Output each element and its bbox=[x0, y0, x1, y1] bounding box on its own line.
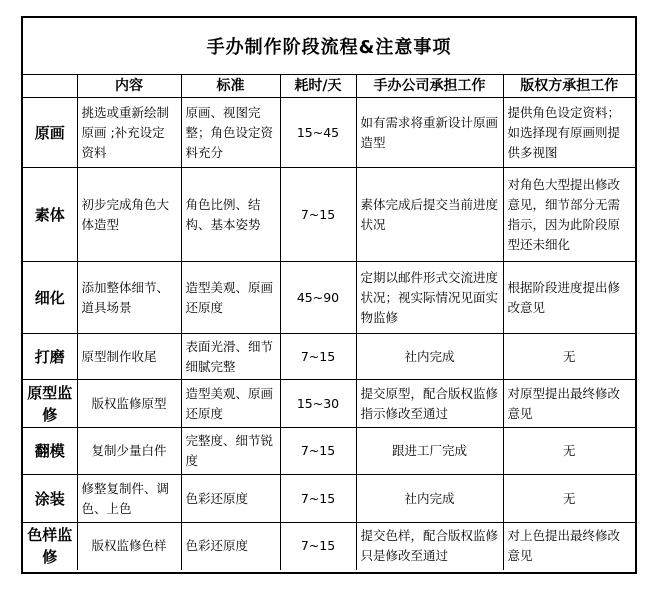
stage-cell: 涂装 bbox=[23, 475, 77, 523]
header-days: 耗时/天 bbox=[280, 75, 356, 98]
content-cell: 原型制作收尾 bbox=[77, 334, 181, 380]
header-row bbox=[23, 75, 635, 98]
days-cell: 15~45 bbox=[280, 98, 356, 168]
stage-cell: 细化 bbox=[23, 262, 77, 334]
company-cell: 定期以邮件形式交流进度状况；视实际情况见面实物监修 bbox=[356, 262, 503, 334]
days-cell: 7~15 bbox=[280, 428, 356, 475]
header-stage bbox=[23, 75, 77, 98]
header-company-work: 手办公司承担工作 bbox=[356, 75, 503, 98]
content-cell: 复制少量白件 bbox=[77, 428, 181, 475]
company-cell: 提交原型，配合版权监修指示修改至通过 bbox=[356, 380, 503, 428]
licensor-cell: 无 bbox=[503, 428, 635, 475]
days-cell: 15~30 bbox=[280, 380, 356, 428]
company-cell: 素体完成后提交当前进度状况 bbox=[356, 168, 503, 262]
document-frame bbox=[21, 16, 637, 574]
content-cell: 修整复制件、调色、上色 bbox=[77, 475, 181, 523]
table-row bbox=[23, 168, 635, 262]
stage-cell: 翻模 bbox=[23, 428, 77, 475]
table-row bbox=[23, 475, 635, 523]
days-cell: 7~15 bbox=[280, 523, 356, 570]
document-title: 手办制作阶段流程&注意事项 bbox=[23, 18, 635, 75]
standard-cell: 色彩还原度 bbox=[181, 523, 280, 570]
stage-cell: 原型监修 bbox=[23, 380, 77, 428]
content-cell: 版权监修原型 bbox=[77, 380, 181, 428]
standard-cell: 表面光滑、细节细腻完整 bbox=[181, 334, 280, 380]
table-row bbox=[23, 334, 635, 380]
company-cell: 社内完成 bbox=[356, 475, 503, 523]
content-cell: 初步完成角色大体造型 bbox=[77, 168, 181, 262]
content-cell: 挑选或重新绘制原画 ;补充设定资料 bbox=[77, 98, 181, 168]
table-row bbox=[23, 98, 635, 168]
standard-cell: 造型美观、原画还原度 bbox=[181, 380, 280, 428]
content-cell: 添加整体细节、道具场景 bbox=[77, 262, 181, 334]
table-row bbox=[23, 262, 635, 334]
company-cell: 跟进工厂完成 bbox=[356, 428, 503, 475]
stage-cell: 打磨 bbox=[23, 334, 77, 380]
days-cell: 7~15 bbox=[280, 168, 356, 262]
table-row bbox=[23, 380, 635, 428]
licensor-cell: 对角色大型提出修改意见，细节部分无需指示，因为此阶段原型还未细化 bbox=[503, 168, 635, 262]
standard-cell: 原画、视图完整；角色设定资料充分 bbox=[181, 98, 280, 168]
process-table bbox=[23, 75, 635, 570]
days-cell: 45~90 bbox=[280, 262, 356, 334]
stage-cell: 素体 bbox=[23, 168, 77, 262]
company-cell: 如有需求将重新设计原画造型 bbox=[356, 98, 503, 168]
licensor-cell: 无 bbox=[503, 334, 635, 380]
content-cell: 版权监修色样 bbox=[77, 523, 181, 570]
stage-cell: 原画 bbox=[23, 98, 77, 168]
standard-cell: 完整度、细节锐度 bbox=[181, 428, 280, 475]
days-cell: 7~15 bbox=[280, 334, 356, 380]
licensor-cell: 对上色提出最终修改意见 bbox=[503, 523, 635, 570]
licensor-cell: 根据阶段进度提出修改意见 bbox=[503, 262, 635, 334]
company-cell: 提交色样，配合版权监修只是修改至通过 bbox=[356, 523, 503, 570]
table-row bbox=[23, 428, 635, 475]
licensor-cell: 无 bbox=[503, 475, 635, 523]
header-licensor-work: 版权方承担工作 bbox=[503, 75, 635, 98]
licensor-cell: 对原型提出最终修改意见 bbox=[503, 380, 635, 428]
standard-cell: 角色比例、结构、基本姿势 bbox=[181, 168, 280, 262]
table-row bbox=[23, 523, 635, 570]
header-standard: 标准 bbox=[181, 75, 280, 98]
standard-cell: 色彩还原度 bbox=[181, 475, 280, 523]
standard-cell: 造型美观、原画还原度 bbox=[181, 262, 280, 334]
stage-cell: 色样监修 bbox=[23, 523, 77, 570]
company-cell: 社内完成 bbox=[356, 334, 503, 380]
header-content: 内容 bbox=[77, 75, 181, 98]
licensor-cell: 提供角色设定资料；如选择现有原画则提供多视图 bbox=[503, 98, 635, 168]
days-cell: 7~15 bbox=[280, 475, 356, 523]
